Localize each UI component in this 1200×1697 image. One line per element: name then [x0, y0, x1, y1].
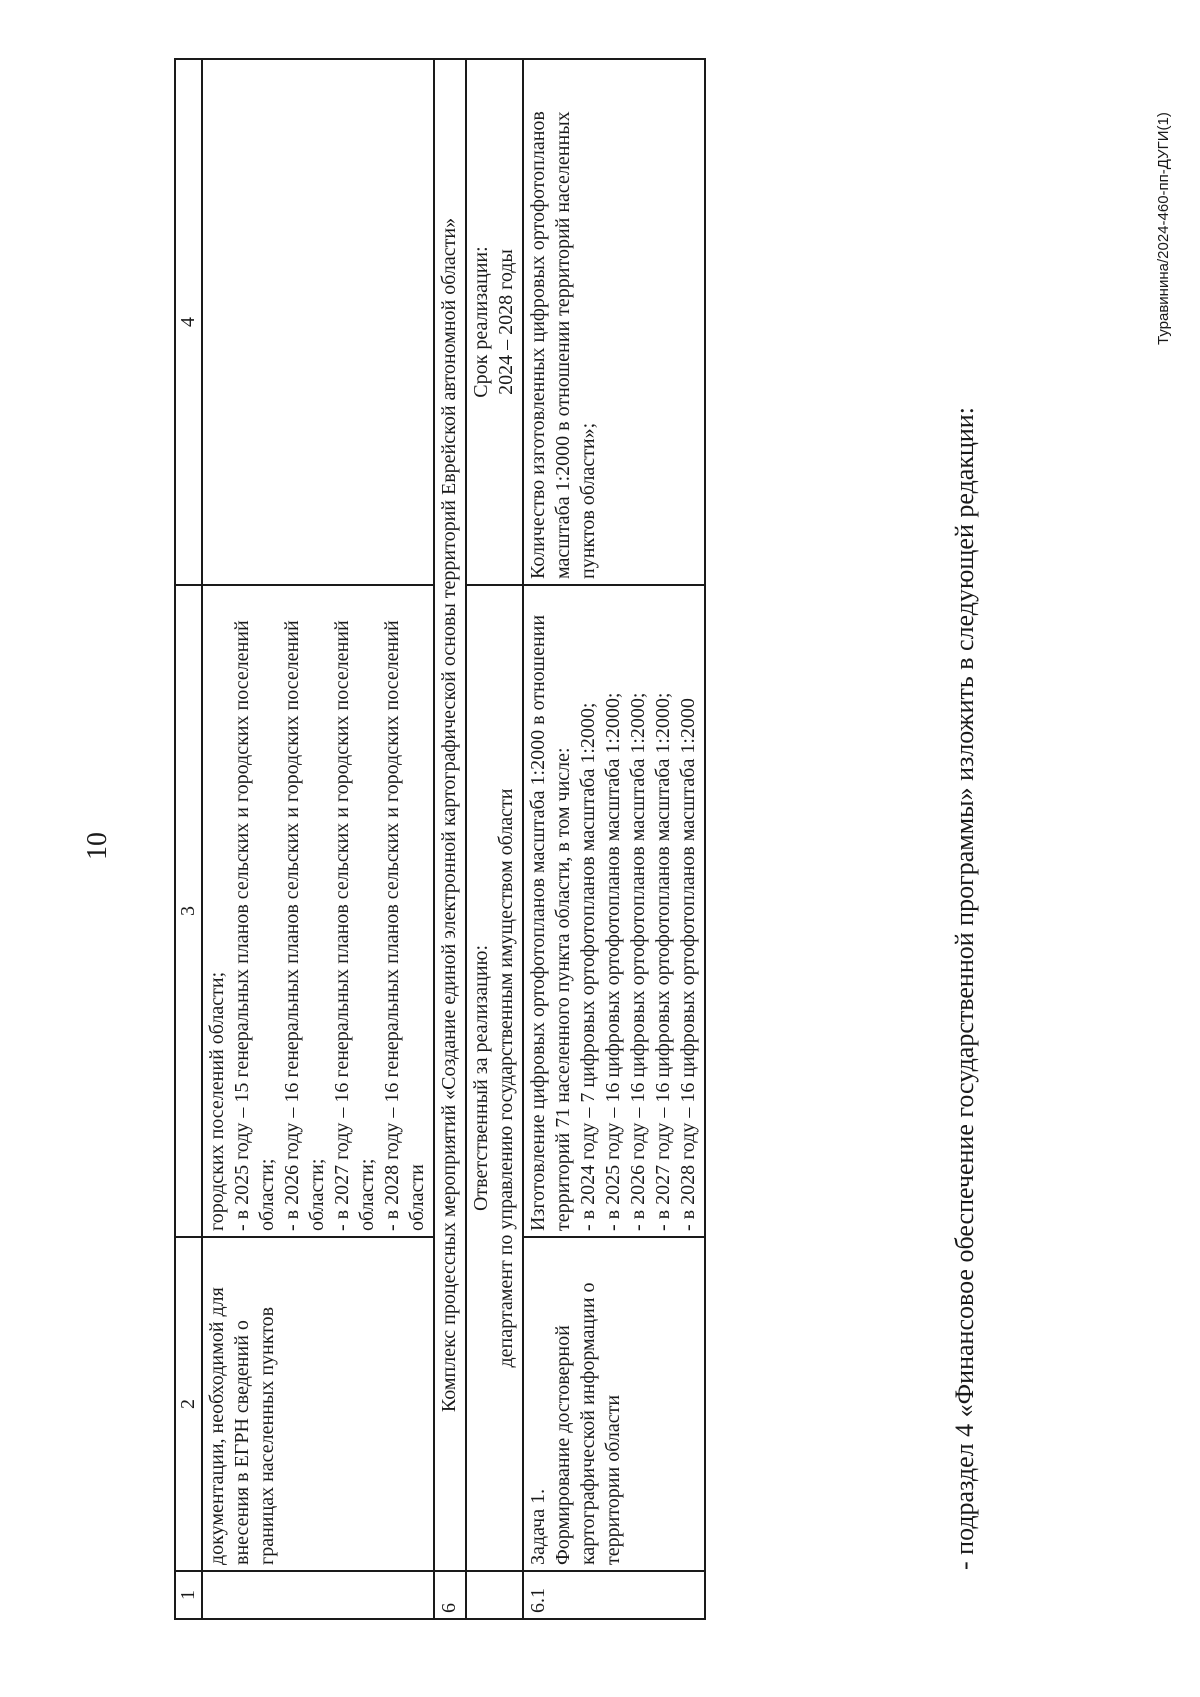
- result-line: - в 2025 году – 16 цифровых ортофотопланов масштаба 1:2000;: [602, 692, 624, 1231]
- result-line: - в 2028 году – 16 генеральных планов сельских и городских поселений области: [381, 620, 428, 1231]
- task-description-cell: [523, 1237, 705, 1571]
- result-line: - в 2027 году – 16 цифровых ортофотопланов масштаба 1:2000;: [652, 692, 674, 1231]
- page-number: 10: [82, 832, 113, 860]
- header-row: [175, 59, 202, 1619]
- continuation-number-cell: [202, 1571, 434, 1619]
- responsible-label: Ответственный за реализацию:: [470, 944, 492, 1212]
- result-line: Изготовление цифровых ортофотопланов масштаба 1:2000 в отношении территорий 71 населенного пункта области, в том числе:: [527, 614, 574, 1231]
- responsible-cell: [466, 585, 523, 1571]
- continuation-description-cell: документации, необходимой для внесения в ЕГРН сведений о границах населенных пунктов: [202, 1237, 434, 1571]
- task-number-cell: 6.1: [523, 1571, 705, 1619]
- continuation-row: [202, 59, 434, 1619]
- term-value: 2024 – 2028 годы: [495, 249, 517, 395]
- header-cell-2: 2: [175, 1237, 202, 1571]
- complex-row: [434, 59, 466, 1619]
- bottom-note: - подраздел 4 «Финансовое обеспечение государственной программы» изложить в следующей редакции:: [950, 407, 979, 1570]
- header-cell-1: 1: [175, 1571, 202, 1619]
- result-line: - в 2027 году – 16 генеральных планов сельских и городских поселений области;: [331, 620, 378, 1231]
- task-results-cell: [523, 585, 705, 1237]
- responsible-empty-cell: [466, 1571, 523, 1619]
- complex-number-cell: 6: [434, 1571, 466, 1619]
- term-cell: [466, 59, 523, 585]
- task-title: Задача 1.: [527, 1488, 549, 1565]
- continuation-results-cell: [202, 585, 434, 1237]
- task-row: [523, 59, 705, 1619]
- responsible-row: [466, 59, 523, 1619]
- result-line: - в 2028 году – 16 цифровых ортофотопланов масштаба 1:2000: [677, 698, 699, 1231]
- term-label: Срок реализации:: [470, 246, 492, 398]
- document-id: Туравинина/2024-460-пп-ДУГИ(1): [1155, 112, 1172, 345]
- header-cell-4: 4: [175, 59, 202, 585]
- result-line: городских поселений области;: [206, 971, 228, 1231]
- result-line: - в 2026 году – 16 генеральных планов сельских и городских поселений области;: [281, 620, 328, 1231]
- rotated-page-content: [0, 40, 1200, 1620]
- result-line: - в 2024 году – 7 цифровых ортофотопланов масштаба 1:2000;: [577, 702, 599, 1231]
- task-indicator-cell: Количество изготовленных цифровых ортофотопланов масштаба 1:2000 в отношении территорий населенных пунктов области»;: [523, 59, 705, 585]
- complex-title-cell: Комплекс процессных мероприятий «Создание единой электронной картографической основы территорий Еврейской автономной области»: [434, 59, 466, 1571]
- task-description: Формирование достоверной картографической информации о территории области: [552, 1282, 624, 1565]
- result-line: - в 2026 году – 16 цифровых ортофотопланов масштаба 1:2000;: [627, 692, 649, 1231]
- program-table: [174, 58, 706, 1620]
- continuation-indicator-cell: [202, 59, 434, 585]
- responsible-value: департамент по управлению государственным имуществом области: [495, 788, 517, 1368]
- result-line: - в 2025 году – 15 генеральных планов сельских и городских поселений области;: [231, 620, 278, 1231]
- header-cell-3: 3: [175, 585, 202, 1237]
